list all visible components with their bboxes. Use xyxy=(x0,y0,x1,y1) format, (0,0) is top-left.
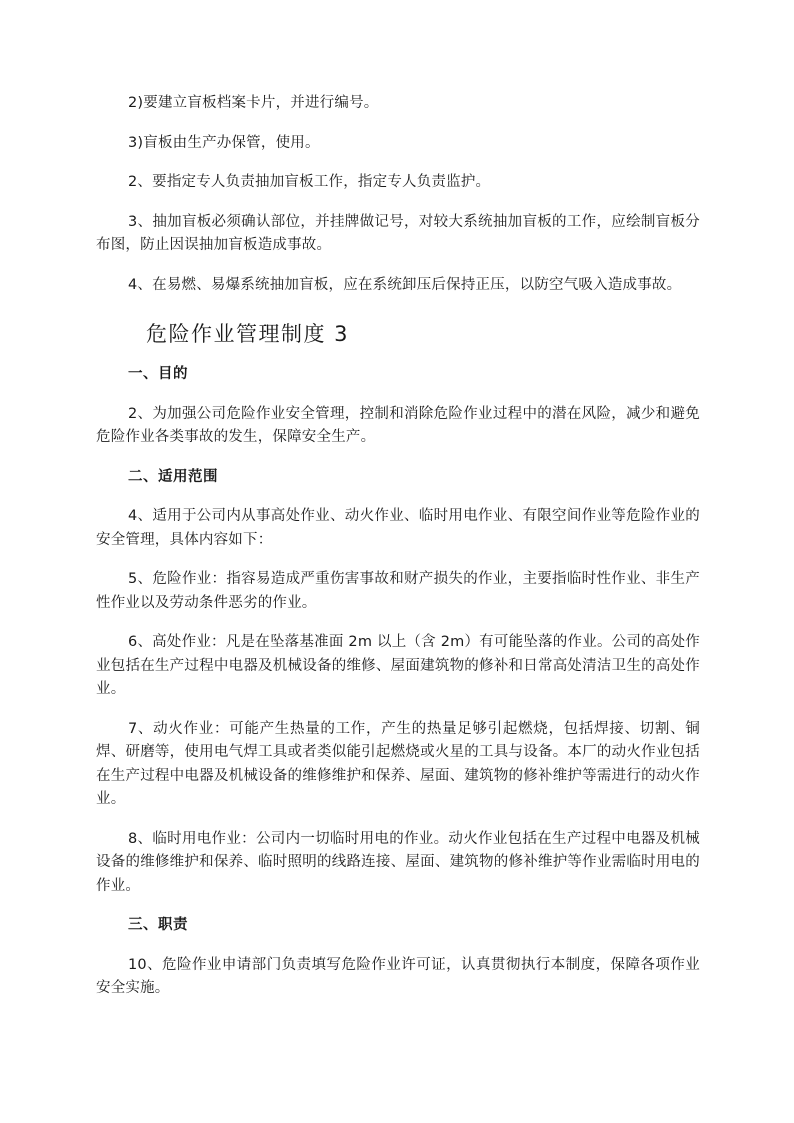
section-heading-scope: 二、适用范围 xyxy=(128,468,218,485)
paragraph: 5、危险作业：指容易造成严重伤害事故和财产损失的作业，主要指临时性作业、非生产性作业以及劳动条件恶劣的作业。 xyxy=(96,571,700,611)
paragraph: 3、抽加盲板必须确认部位，并挂牌做记号，对较大系统抽加盲板的工作，应绘制盲板分布图，防止因误抽加盲板造成事故。 xyxy=(96,213,700,253)
paragraph: 7、动火作业：可能产生热量的工作，产生的热量足够引起燃烧，包括焊接、切割、铜焊、研磨等，使用电气焊工具或者类似能引起燃烧或火星的工具与设备。本厂的动火作业包括在生产过程中电器及机械设备的维修维护和保养、屋面、建筑物的修补维护等需进行的动火作业。 xyxy=(96,720,700,807)
paragraph: 8、临时用电作业：公司内一切临时用电的作业。动火作业包括在生产过程中电器及机械设备的维修维护和保养、临时照明的线路连接、屋面、建筑物的修补维护等作业需临时用电的作业。 xyxy=(96,830,700,894)
section-heading-responsibilities: 三、职责 xyxy=(128,917,188,933)
document-body xyxy=(96,92,700,1017)
paragraph: 2、要指定专人负责抽加盲板工作，指定专人负责监护。 xyxy=(128,174,491,190)
paragraph: 3)盲板由生产办保管，使用。 xyxy=(128,134,320,151)
section-heading-purpose: 一、目的 xyxy=(128,366,188,382)
paragraph: 10、危险作业申请部门负责填写危险作业许可证，认真贯彻执行本制度，保障各项作业安全实施。 xyxy=(96,956,700,996)
paragraph: 4、在易燃、易爆系统抽加盲板，应在系统卸压后保持正压，以防空气吸入造成事故。 xyxy=(128,276,682,293)
paragraph: 6、高处作业：凡是在坠落基准面 2m 以上（含 2m）有可能坠落的作业。公司的高处作业包括在生产过程中电器及机械设备的维修、屋面建筑物的修补和日常高处清洁卫生的高处作业。 xyxy=(96,634,700,697)
paragraph: 4、适用于公司内从事高处作业、动火作业、临时用电作业、有限空间作业等危险作业的安全管理，具体内容如下： xyxy=(96,508,700,548)
paragraph: 2)要建立盲板档案卡片，并进行编号。 xyxy=(128,95,379,111)
document-title: 危险作业管理制度 3 xyxy=(146,322,350,346)
paragraph: 2、为加强公司危险作业安全管理，控制和消除危险作业过程中的潜在风险，减少和避免危险作业各类事故的发生，保障安全生产。 xyxy=(96,405,700,445)
